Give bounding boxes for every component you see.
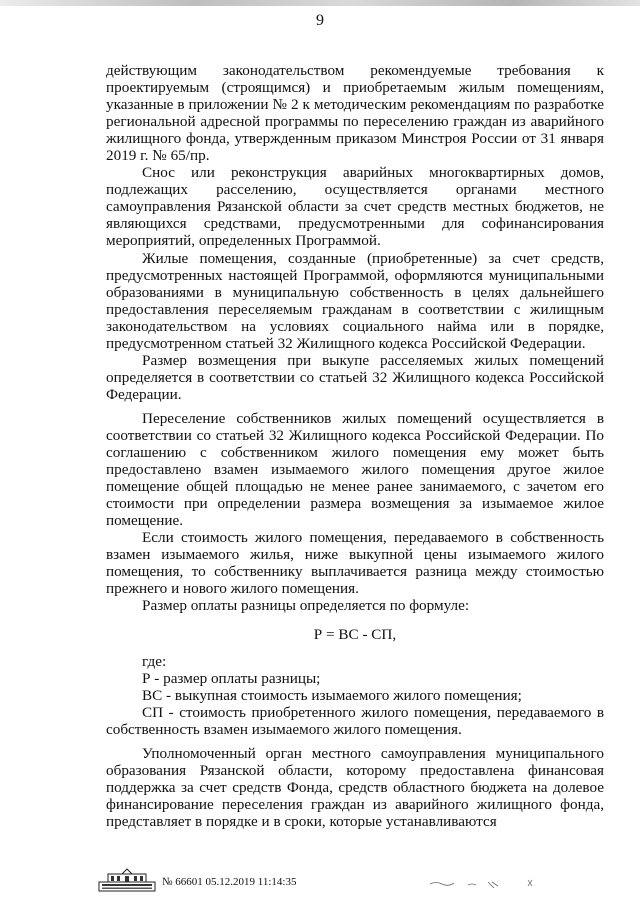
paragraph-price-difference: Если стоимость жилого помещения, передаваемого в собственность взамен изымаемого жилья, ниже выкупной цены изымаемого жилого помещения, то собственнику выплачивается разница между стоимостью прежнего и нового жилого помещения. [106,529,604,598]
paragraph-formula-intro: Размер оплаты разницы определяется по формуле: [142,597,470,615]
paragraph-continuation: действующим законодательством рекомендуемые требования к проектируемым (строящимся) и приобретаемым жилым помещениям, указанные в приложении № 2 к методическим рекомендациям по разработке региональной адресной программы по переселению граждан из аварийного жилищного фонда, утвержденным приказом Минстроя России от 31 января 2019 г. № 65/пр. [106,62,604,165]
paragraph-compensation-size: Размер возмещения при выкупе расселяемых жилых помещений определяется в соответствии со статьей 32 Жилищного кодекса Российской Федерации. [106,351,604,403]
definition-sp: СП - стоимость приобретенного жилого помещения, передаваемого в собственность взамен изымаемого жилого помещения. [106,703,604,738]
scan-edge [0,0,640,6]
page-footer [98,868,618,894]
definition-vs: ВС - выкупная стоимость изымаемого жилого помещения; [142,686,522,704]
document-body [106,62,604,830]
page-number: 9 [316,12,324,29]
formula: Р = ВС - СП, [313,625,397,643]
paragraph-housing-ownership: Жилые помещения, созданные (приобретенные) за счет средств, предусмотренных настоящей Программой, оформляются муниципальными образованиями в муниципальную собственность в целях дальнейшего предоставления переселяемым гражданам в соответствии с жилищным законодательством на условиях социального найма или в порядке, предусмотренном статьей 32 Жилищного кодекса Российской Федерации. [106,249,604,352]
paragraph-demolition: Снос или реконструкция аварийных многоквартирных домов, подлежащих расселению, осуществляется органами местного самоуправления Рязанской области за счет средств местных бюджетов, не являющихся средствами, предусмотренными для софинансирования мероприятий, определенных Программой. [106,164,604,250]
document-stamp-text: № 66601 05.12.2019 11:14:35 [162,876,297,888]
definition-p: Р - размер оплаты разницы; [142,669,321,687]
formula-where-label: где: [142,652,167,670]
scan-mark [428,874,548,890]
paragraph-owner-resettlement: Переселение собственников жилых помещений осуществляется в соответствии со статьей 32 Жилищного кодекса Российской Федерации. По соглашению с собственником жилого помещения ему может быть предоставлено взамен изымаемого жилого помещения другое жилое помещение общей площадью не менее ранее занимаемого, с зачетом его стоимости при определении размера возмещения за изымаемое жилое помещение. [106,409,604,530]
paragraph-authorized-body: Уполномоченный орган местного самоуправления муниципального образования Рязанской области, которому предоставлена финансовая поддержка за счет средств Фонда, средств областного бюджета на долевое финансирование переселения граждан из аварийного жилищного фонда, представляет в порядке и в сроки, которые устанавливаются [106,744,604,830]
building-stamp-icon [98,868,156,892]
